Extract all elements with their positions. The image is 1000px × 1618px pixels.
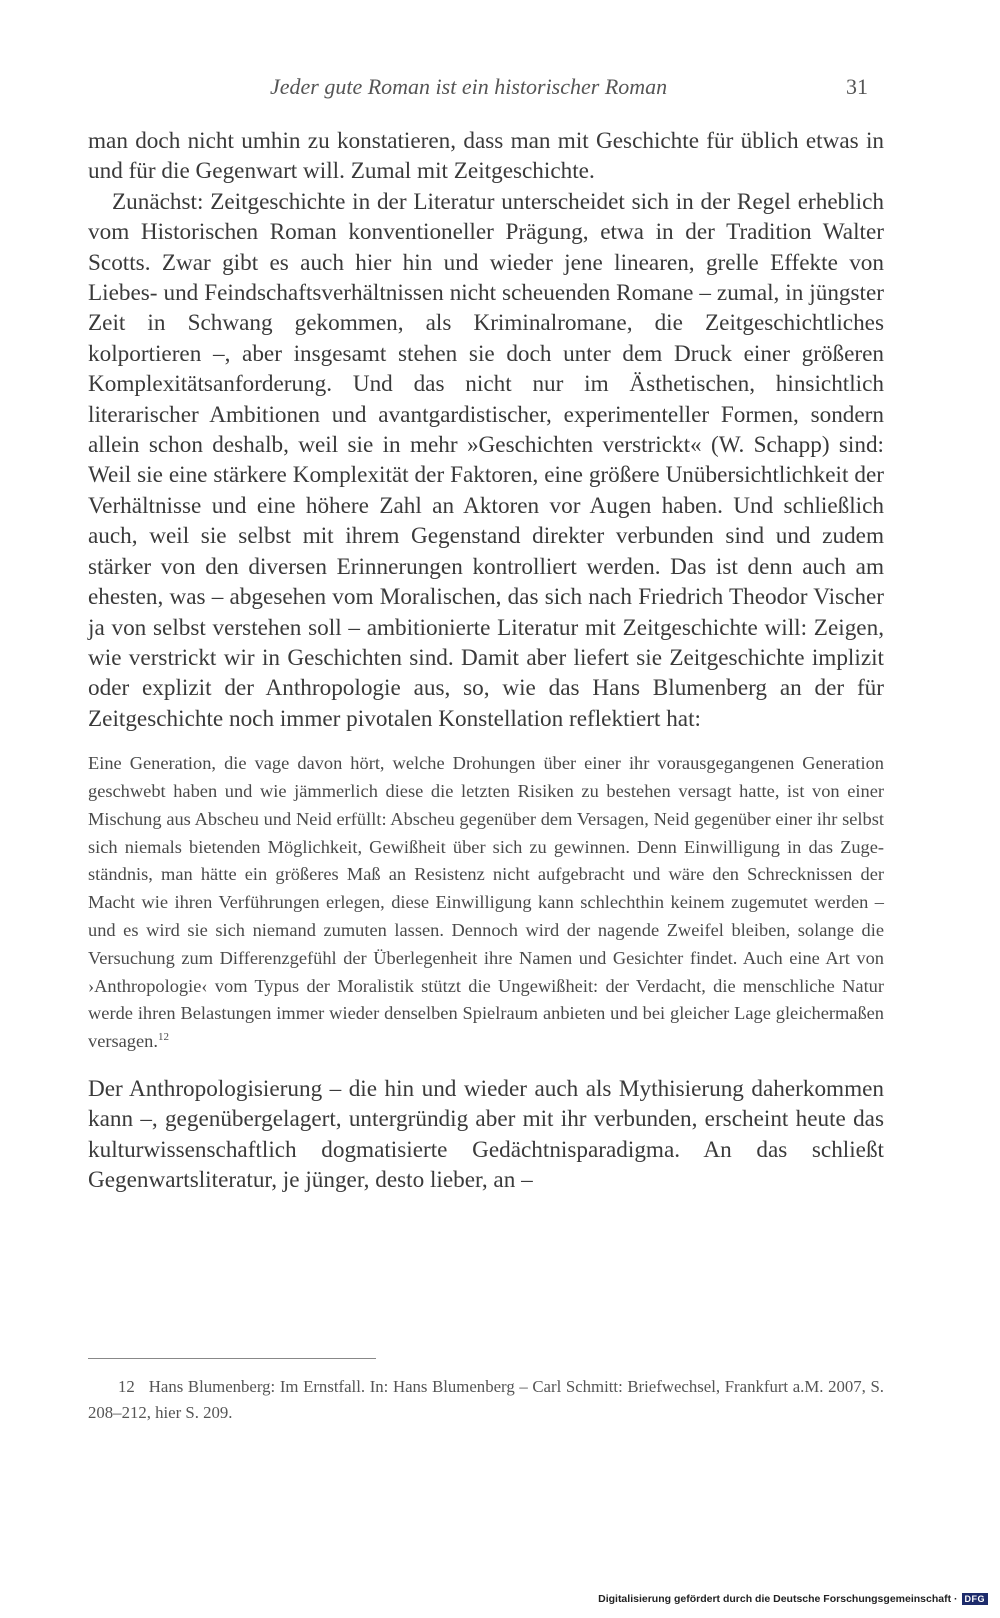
main-text bbox=[88, 126, 884, 1196]
footnote-12 bbox=[88, 1374, 884, 1426]
footnote-divider bbox=[88, 1358, 376, 1359]
paragraph-1: man doch nicht umhin zu konstatieren, dass man mit Geschichte für üblich etwas in und für die Gegenwart will. Zumal mit Zeitgeschichte. bbox=[88, 128, 884, 185]
footnote-number: 12 bbox=[118, 1377, 135, 1396]
dfg-logo: DFG bbox=[962, 1593, 989, 1605]
footnote-text: Hans Blumenberg: Im Ernstfall. In: Hans Blumenberg – Carl Schmitt: Briefwechsel, Frankfurt a.M. 2007, S. 208–212, hier S. 209. bbox=[88, 1377, 884, 1422]
block-quote bbox=[88, 750, 884, 1056]
paragraph-3: Der Anthropologisierung – die hin und wieder auch als Mythisierung daherkommen kann –, gegenübergelagert, untergründig aber mit ihr verbunden, erscheint heute das kulturwissenschaftlich dogmatisierte Gedächtnisparadigma. An das schließt Gegenwartsliteratur, je jünger, desto lieber, an – bbox=[88, 1075, 884, 1194]
digitization-credit bbox=[598, 1593, 988, 1605]
running-head-title: Jeder gute Roman ist ein historischer Roman bbox=[270, 74, 668, 99]
page-number: 31 bbox=[846, 74, 868, 99]
block-quote-text: Eine Generation, die vage davon hört, welche Drohungen über einer ihr vorausgegangenen Generation geschwebt haben und wie jämmerlich diese die letzten Risiken zu bestehen versagt hatte, ist von einer Mischung aus Abscheu und Neid erfüllt: Abscheu gegenüber dem Versagen, Neid gegenüber einer ihr selbst sich niemals bietenden Möglichkeit, Gewißheit über sich zu gewinnen. Denn Einwilligung in das Zugeständnis, man hätte ein größeres Maß an Resistenz nicht aufgebracht und wäre den Schrecknissen der Macht wie ihren Verführungen erlegen, diese Einwilligung kann schlechthin keinem zugemutet werden – und es wird sie sich niemand zumuten lassen. Dennoch wird der nagende Zweifel bleiben, solange die Versuchung zum Differenzgefühl der Überlegenheit ihre Namen und Gesichter findet. Auch eine Art von ›Anthropologie‹ vom Typus der Moralistik stützt die Ungewißheit: der Verdacht, die menschliche Natur werde ihren Belastungen immer wieder denselben Spielraum anbieten und bei gleicher Lage gleichermaßen versagen. bbox=[88, 753, 884, 1052]
paragraph-2: Zunächst: Zeitgeschichte in der Literatur unterscheidet sich in der Regel erheblich vom Historischen Roman konventioneller Prägung, etwa in der Tradition Walter Scotts. Zwar gibt es auch hier hin und wieder jene linearen, grelle Effekte von Liebes- und Feindschaftsverhältnissen nicht scheuenden Romane – zumal, in jüngster Zeit in Schwang gekommen, als Kriminalromane, die Zeitgeschichtliches kolportieren –, aber insgesamt stehen sie doch unter dem Druck einer größeren Komplexitätsanforderung. Und das nicht nur im Ästhetischen, hinsichtlich literarischer Ambitionen und avantgardistischer, experimenteller Formen, sondern allein schon deshalb, weil sie in mehr »Geschichten verstrickt« (W. Schapp) sind: Weil sie eine stärkere Komplexität der Faktoren, eine größere Unübersichtlichkeit der Verhältnisse und eine höhere Zahl an Aktoren vor Augen haben. Und schließlich auch, weil sie selbst mit ihrem Gegenstand direkter verbunden sind und zudem stärker von den diversen Erinnerungen kontrolliert werden. Das ist denn auch am ehesten, was – abgesehen vom Moralischen, das sich nach Friedrich Theodor Vischer ja von selbst verstehen soll – ambitionierte Literatur mit Zeitgeschichte will: Zeigen, wie verstrickt wir in Geschichten sind. Damit aber liefert sie Zeitgeschichte implizit oder explizit der Anthropologie aus, so, wie das Hans Blumenberg an der für Zeitgeschichte noch immer pivotalen Konstellation reflektiert hat: bbox=[88, 188, 884, 732]
credit-text: Digitalisierung gefördert durch die Deutsche Forschungsgemeinschaft · bbox=[598, 1593, 958, 1605]
footnote-reference[interactable]: 12 bbox=[157, 1030, 169, 1043]
